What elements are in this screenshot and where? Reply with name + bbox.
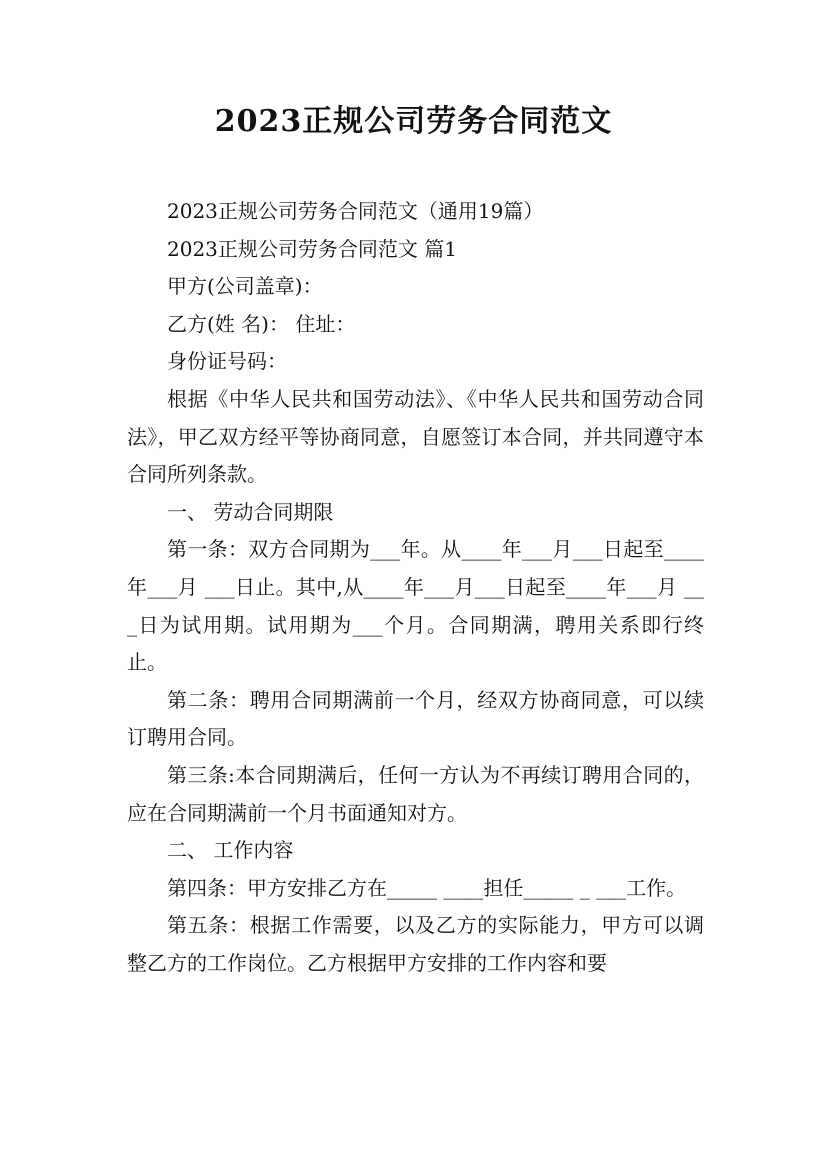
article-3-paragraph: 第三条:本合同期满后，任何一方认为不再续订聘用合同的，应在合同期满前一个月书面通知对方。 — [127, 762, 704, 825]
article-4-paragraph: 第四条：甲方安排乙方在_____ ____担任_____ _ ___工作。 — [167, 875, 687, 900]
document-title: 2023正规公司劳务合同范文 — [214, 104, 613, 139]
party-b-line: 乙方(姓 名)： 住址： — [167, 311, 356, 336]
id-number-line: 身份证号码： — [167, 349, 287, 374]
article-1-paragraph: 第一条：双方合同期为___年。从____年___月___日起至____年___月 ___日止。其中,从____年___月___日起至____年___月 ___日为试用期。试用期为___个月。合同期满，聘用关系即行终止。 — [127, 537, 704, 675]
section-heading-paragraph: 2023正规公司劳务合同范文 篇1 — [167, 236, 457, 261]
party-a-line: 甲方(公司盖章)： — [167, 274, 323, 299]
chapter-heading-term: 一、 劳动合同期限 — [167, 499, 334, 524]
article-2-paragraph: 第二条：聘用合同期满前一个月，经双方协商同意，可以续订聘用合同。 — [127, 687, 704, 750]
subtitle-paragraph: 2023正规公司劳务合同范文（通用19篇） — [167, 199, 544, 223]
article-5-paragraph: 第五条：根据工作需要，以及乙方的实际能力，甲方可以调整乙方的工作岗位。乙方根据甲方安排的工作内容和要 — [127, 913, 704, 975]
document-body — [127, 193, 704, 982]
chapter-heading-work-content: 二、 工作内容 — [167, 838, 294, 863]
preamble-paragraph: 根据《中华人民共和国劳动法》、《中华人民共和国劳动合同法》，甲乙双方经平等协商同意，自愿签订本合同，并共同遵守本合同所列条款。 — [127, 386, 704, 487]
